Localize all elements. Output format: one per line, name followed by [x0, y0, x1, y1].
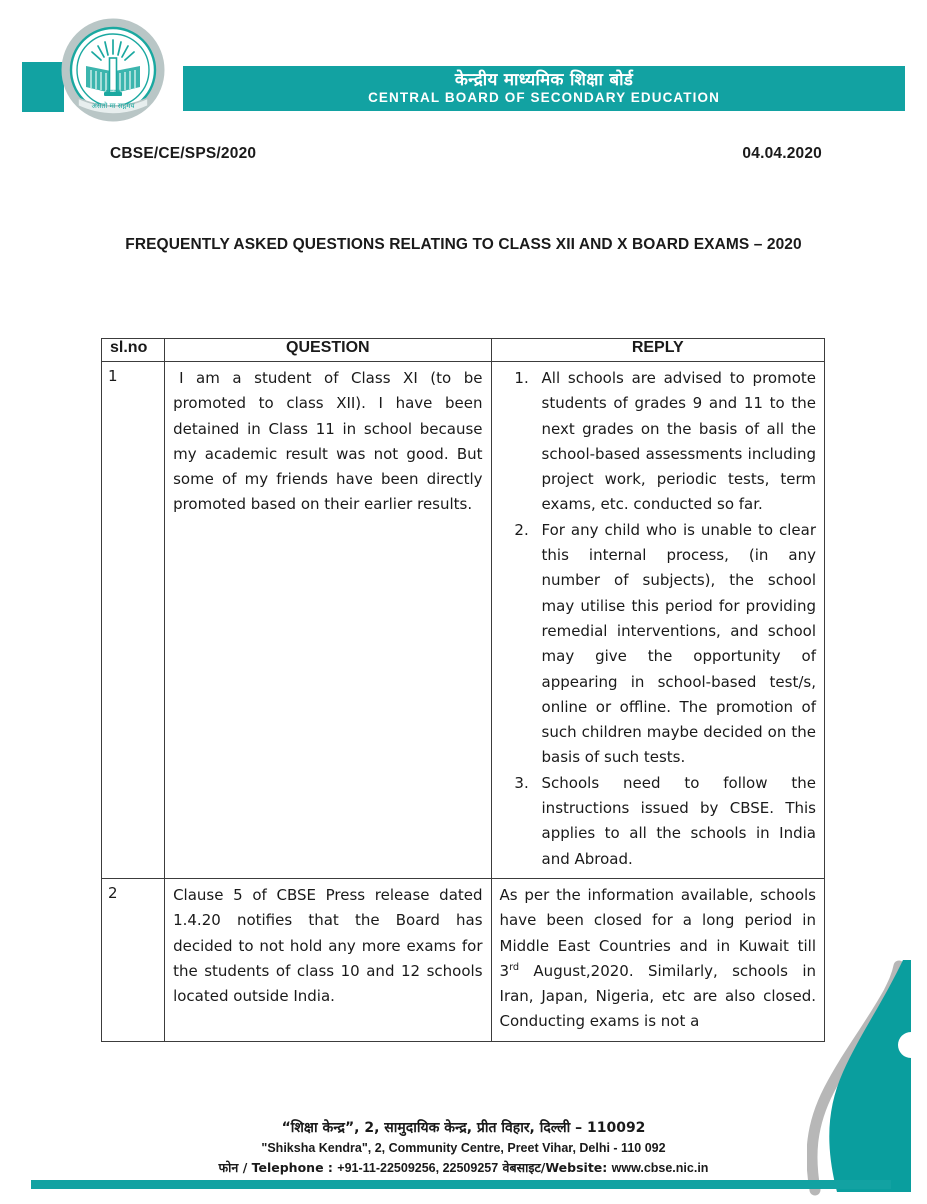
reply-paragraph [500, 883, 816, 1035]
row-serial-number: 2 [102, 878, 165, 1041]
column-header-slno: sl.no [102, 339, 165, 362]
cbse-emblem-logo [58, 18, 168, 128]
row-question-text [165, 362, 491, 879]
column-header-question: QUESTION [165, 339, 491, 362]
reply-text-prefix: As per the information available, schools have been closed for a long period in Middle East Countries and in Kuwait till 3 [499, 885, 816, 980]
footer-accent-bar [31, 1180, 891, 1189]
row-reply-text [491, 362, 824, 879]
footer-address-english: "Shiksha Kendra", 2, Community Centre, Preet Vihar, Delhi - 110 092 [261, 1141, 666, 1155]
footer-phone-value: +91-11-22509256, 22509257 [337, 1161, 499, 1175]
header-hindi-title: केन्द्रीय माध्यमिक शिक्षा बोर्ड [454, 70, 634, 90]
reply-text-suffix: August,2020. Similarly, schools in Iran, Japan, Nigeria, etc are also closed. Conducting exams is not a [499, 961, 816, 1031]
table-row [102, 362, 825, 879]
question-paragraph: I am a student of Class XI (to be promoted to class XII). I have been detained in Class 11 in school because my academic result was not good. But some of my friends have been directly promoted based on their earlier results. [173, 369, 483, 514]
row-serial-number: 1 [102, 362, 165, 879]
ordinal-suffix: rd [509, 961, 520, 973]
reference-row [0, 145, 927, 171]
svg-text:भारत: भारत [105, 87, 121, 97]
reference-number: CBSE/CE/SPS/2020 [110, 145, 257, 162]
header-title-band [183, 66, 905, 111]
list-item: 2. For any child who is unable to clear this internal process, (in any number of subjects), the school may utilise this period for providing remedial interventions, and school may give the opportunity of appearing in school-based test/s, online or offline. The promotion of such children maybe decided on the basis of such tests. [534, 518, 816, 771]
table-header-row [102, 339, 825, 362]
header-english-title: CENTRAL BOARD OF SECONDARY EDUCATION [368, 90, 720, 105]
faq-table [101, 338, 825, 1042]
footer-address-hindi: “शिक्षा केन्द्र”, 2, सामुदायिक केन्द्र, प्रीत विहार, दिल्ली – 110092 [281, 1120, 646, 1136]
reply-ordered-list [500, 366, 816, 872]
svg-text:असतो मा सद्गमय: असतो मा सद्गमय [91, 102, 135, 110]
footer-website-value: www.cbse.nic.in [611, 1161, 709, 1175]
list-item: 3. Schools need to follow the instructions issued by CBSE. This applies to all the schools in India and Abroad. [534, 771, 816, 872]
footer-phone-label: फोन / Telephone : [218, 1160, 333, 1175]
page-title: FREQUENTLY ASKED QUESTIONS RELATING TO CLASS XII AND X BOARD EXAMS – 2020 [125, 236, 802, 253]
row-reply-text [491, 878, 824, 1041]
document-date: 04.04.2020 [742, 145, 822, 162]
table-row [102, 878, 825, 1041]
footer-website-label: वेबसाइट/Website: [502, 1160, 608, 1175]
row-question-text [165, 878, 491, 1041]
column-header-reply: REPLY [491, 339, 824, 362]
footer-contact-line [0, 1158, 927, 1178]
list-item: 1. All schools are advised to promote students of grades 9 and 11 to the next grades on the basis of all the school-based assessments including project work, periodic tests, term exams, etc. conducted so far. [534, 366, 816, 518]
document-footer [0, 1118, 927, 1178]
question-paragraph: Clause 5 of CBSE Press release dated 1.4.20 notifies that the Board has decided to not hold any more exams for the students of class 10 and 12 schools located outside India. [173, 885, 483, 1006]
document-header [0, 0, 927, 130]
